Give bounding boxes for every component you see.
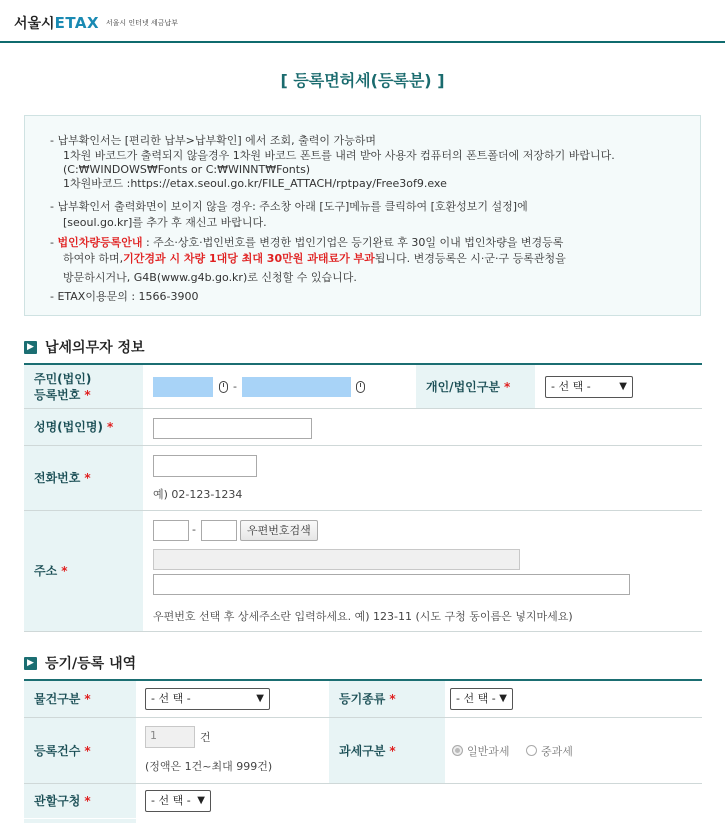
- mouse-icon[interactable]: [219, 381, 228, 393]
- address-detail-input[interactable]: [153, 574, 630, 595]
- address-hint: 우편번호 선택 후 상세주소란 입력하세요. 예) 123-11 (시도 구청 동이름은 넣지마세요): [153, 610, 573, 623]
- chevron-down-icon: ▼: [619, 381, 627, 392]
- section-heading-registration: ▶ 등기/등록 내역: [24, 653, 136, 673]
- chevron-down-icon: ▼: [499, 693, 507, 704]
- tax-type-label: 과세구분 *: [329, 718, 445, 783]
- zipcode-back-input[interactable]: [201, 520, 237, 541]
- registration-kind-select[interactable]: - 선 택 - ▼: [450, 688, 513, 710]
- next-row-label-stub: [24, 819, 136, 823]
- notice-line: - ETAX이용문의 : 1566-3900: [50, 290, 199, 303]
- name-input[interactable]: [153, 418, 312, 439]
- registration-kind-label: 등기종류 *: [329, 681, 445, 717]
- tax-heavy-radio[interactable]: [526, 745, 537, 756]
- notice-line: - 납부확인서는 [편리한 납부>납부확인] 에서 조회, 출력이 가능하며: [50, 134, 377, 147]
- tax-heavy-label: 중과세: [541, 745, 573, 758]
- section-heading-taxpayer: ▶ 납세의무자 정보: [24, 337, 145, 357]
- logo-city-text: 서울시: [14, 16, 55, 32]
- person-type-select[interactable]: - 선 택 - ▼: [545, 376, 633, 398]
- form-row-registration: [24, 365, 702, 409]
- phone-input[interactable]: [153, 455, 257, 477]
- item-type-select[interactable]: - 선 택 - ▼: [145, 688, 270, 710]
- notice-line: 방문하시거나, G4B(www.g4b.go.kr)로 신청할 수 있습니다.: [63, 271, 357, 284]
- reg-number-front-input[interactable]: [153, 377, 213, 397]
- form-row-office: [24, 784, 702, 823]
- office-select[interactable]: - 선 택 - ▼: [145, 790, 211, 812]
- registration-count-label: 등록건수 *: [24, 718, 136, 783]
- zipcode-front-input[interactable]: [153, 520, 189, 541]
- address-base-input[interactable]: [153, 549, 520, 570]
- phone-hint: 예) 02-123-1234: [153, 488, 243, 501]
- phone-label: 전화번호 *: [24, 446, 143, 510]
- item-type-label: 물건구분 *: [24, 681, 136, 717]
- notice-red-heading: 법인차량등록안내: [57, 236, 143, 249]
- form-row-address: [24, 511, 702, 632]
- form-row-phone: [24, 446, 702, 511]
- notice-red-text: 기간경과 시 차량 1대당 최대 30만원 과태료가 부과: [123, 252, 375, 265]
- dash-separator: -: [192, 523, 196, 536]
- name-label: 성명(법인명) *: [24, 409, 143, 445]
- notice-line: - 납부확인서 출력화면이 보이지 않을 경우: 주소창 아래 [도구]메뉴를 클릭하여 [호환성보기 설정]에: [50, 200, 528, 213]
- notice-line: [63, 252, 566, 266]
- arrow-right-icon: ▶: [24, 341, 37, 354]
- arrow-right-icon: ▶: [24, 657, 37, 670]
- notice-text: 하여야 하며,: [63, 252, 124, 265]
- notice-line: (C:₩WINDOWS₩Fonts or C:₩WINNT₩Fonts): [63, 163, 311, 176]
- address-label: 주소 *: [24, 511, 143, 631]
- mouse-icon[interactable]: [356, 381, 365, 393]
- notice-line: 1차원 바코드가 출력되지 않을경우 1차원 바코드 폰트를 내려 받아 사용자 컴퓨터의 폰트폴더에 저장하기 바랍니다.: [63, 149, 615, 162]
- office-label: 관할구청 *: [24, 784, 136, 818]
- site-logo[interactable]: [14, 13, 178, 33]
- notice-line: [seoul.go.kr]를 추가 후 재신고 바랍니다.: [63, 216, 267, 229]
- notice-text: : 주소·상호·법인번호를 변경한 법인기업은 등기완료 후 30일 이내 법인차량을 변경등록: [142, 236, 564, 249]
- notice-line: - 법인차량등록안내 : 주소·상호·법인번호를 변경한 법인기업은 등기완료 후 30일 이내 법인차량을 변경등록: [50, 236, 564, 249]
- person-type-label: 개인/법인구분 *: [416, 365, 535, 408]
- chevron-down-icon: ▼: [256, 693, 264, 704]
- tax-general-label: 일반과세: [467, 745, 510, 758]
- count-hint: (정액은 1건~최대 999건): [145, 760, 273, 773]
- registration-count-input[interactable]: 1: [145, 726, 195, 748]
- notice-link[interactable]: 1차원바코드 :https://etax.seoul.go.kr/FILE_ATTACH/rptpay/Free3of9.exe: [63, 177, 447, 190]
- dash-separator: -: [233, 380, 237, 393]
- site-header: [0, 0, 725, 43]
- form-row-name: [24, 409, 702, 446]
- reg-number-label: 주민(법인) 등록번호 *: [24, 365, 143, 408]
- chevron-down-icon: ▼: [197, 795, 205, 806]
- form-row-count: [24, 718, 702, 784]
- zipcode-search-button[interactable]: 우편번호검색: [240, 520, 318, 541]
- notice-box: [24, 115, 701, 316]
- notice-text: 됩니다. 변경등록은 시·군·구 등록관청을: [374, 252, 566, 265]
- logo-subtitle: 서울시 인터넷 세금납부: [105, 19, 178, 27]
- page-title: [ 등록면허세(등록분) ]: [280, 71, 445, 90]
- tax-general-radio[interactable]: [452, 745, 463, 756]
- form-row-item: [24, 681, 702, 718]
- logo-etax-text: ETAX: [54, 14, 100, 32]
- reg-number-back-input[interactable]: [242, 377, 351, 397]
- count-unit: 건: [200, 731, 211, 744]
